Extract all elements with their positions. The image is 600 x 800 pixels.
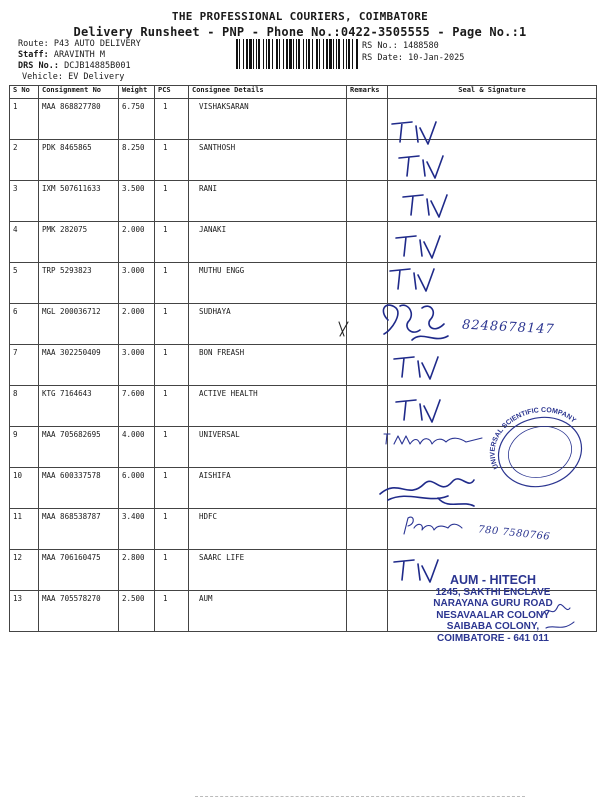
barcode-bar: [268, 39, 270, 69]
consignment-cell: MAA 600337578: [39, 468, 119, 509]
seal-signature-cell: [388, 99, 597, 140]
sno-cell: 4: [10, 222, 39, 263]
barcode-bar: [239, 39, 240, 69]
drs-line: [18, 61, 131, 71]
barcode-bar: [336, 39, 337, 69]
rs-date-value: 10-Jan-2025: [408, 53, 465, 63]
rs-date-label: RS Date:: [362, 53, 403, 63]
barcode-bar: [308, 39, 310, 69]
table-row: [10, 181, 597, 222]
sno-cell: 7: [10, 345, 39, 386]
barcode: [236, 39, 360, 69]
sno-cell: 10: [10, 468, 39, 509]
barcode-bar: [258, 39, 260, 69]
bottom-rule: [195, 796, 525, 797]
sno-cell: 12: [10, 550, 39, 591]
weight-cell: 7.600: [119, 386, 155, 427]
route-label: Route:: [18, 39, 49, 49]
sno-cell: 3: [10, 181, 39, 222]
seal-signature-cell: [388, 263, 597, 304]
consignee-cell: AUM: [189, 591, 347, 632]
company-title: THE PROFESSIONAL COURIERS, COIMBATORE: [171, 10, 429, 23]
remarks-cell: [347, 509, 388, 550]
barcode-bar: [312, 39, 313, 69]
barcode-bar: [298, 39, 300, 69]
consignment-cell: MGL 200036712: [39, 304, 119, 345]
rs-info: [362, 40, 464, 64]
staff-line: [18, 50, 105, 60]
sno-cell: 1: [10, 99, 39, 140]
vehicle-label: Vehicle:: [22, 72, 63, 82]
rs-no-line: [362, 40, 464, 52]
barcode-bar: [346, 39, 347, 69]
weight-cell: 2.000: [119, 222, 155, 263]
sno-cell: 2: [10, 140, 39, 181]
barcode-bar: [316, 39, 318, 69]
barcode-bar: [272, 39, 273, 69]
col-consignee: Consignee Details: [189, 86, 347, 99]
table-row: [10, 468, 597, 509]
remarks-cell: [347, 140, 388, 181]
barcode-bar: [253, 39, 254, 69]
barcode-bar: [266, 39, 267, 69]
remarks-cell: [347, 550, 388, 591]
vehicle-line: [22, 72, 124, 82]
aum-stamp-line-5: SAIBABA COLONY,: [446, 621, 540, 632]
barcode-bar: [323, 39, 324, 69]
barcode-bar: [286, 39, 288, 69]
table-row: [10, 345, 597, 386]
row11-handwritten-phone: 780 7580766: [477, 524, 551, 543]
remarks-cell: [347, 304, 388, 345]
weight-cell: 6.750: [119, 99, 155, 140]
table-row: [10, 99, 597, 140]
remarks-cell: [347, 99, 388, 140]
remarks-cell: [347, 222, 388, 263]
barcode-bar: [343, 39, 344, 69]
pcs-cell: 1: [155, 263, 189, 304]
barcode-bar: [256, 39, 257, 69]
consignee-cell: SANTHOSH: [189, 140, 347, 181]
seal-signature-cell: [388, 386, 597, 427]
consignment-cell: MAA 302250409: [39, 345, 119, 386]
pcs-cell: 1: [155, 509, 189, 550]
consignee-cell: SUDHAYA: [189, 304, 347, 345]
consignee-cell: SAARC LIFE: [189, 550, 347, 591]
universal-seal-text: UNIVERSAL SCIENTIFIC COMPANY: [489, 407, 577, 471]
table-row: [10, 222, 597, 263]
col-seal: Seal & Signature: [388, 86, 597, 99]
remarks-cell: [347, 427, 388, 468]
barcode-bar: [352, 39, 353, 69]
consignee-cell: VISHAKSARAN: [189, 99, 347, 140]
sno-cell: 8: [10, 386, 39, 427]
barcode-bar: [319, 39, 320, 69]
seal-signature-cell: [388, 222, 597, 263]
seal-signature-cell: [388, 181, 597, 222]
col-consignment: Consignment No: [39, 86, 119, 99]
weight-cell: 6.000: [119, 468, 155, 509]
consignment-cell: TRP 5293823: [39, 263, 119, 304]
staff-value: ARAVINTH M: [53, 50, 106, 60]
consignment-cell: KTG 7164643: [39, 386, 119, 427]
table-row: [10, 427, 597, 468]
consignment-cell: MAA 705578270: [39, 591, 119, 632]
barcode-bar: [338, 39, 340, 69]
aum-stamp-line-6: COIMBATORE - 641 011: [437, 632, 549, 644]
consignment-cell: PDK 8465865: [39, 140, 119, 181]
pcs-cell: 1: [155, 345, 189, 386]
barcode-bar: [236, 39, 238, 69]
barcode-bar: [306, 39, 307, 69]
sno-cell: 6: [10, 304, 39, 345]
consignee-cell: HDFC: [189, 509, 347, 550]
barcode-bar: [249, 39, 252, 69]
runsheet-title: Delivery Runsheet - PNP - Phone No.:0422-3505555 - Page No.:1: [73, 25, 527, 39]
consignment-cell: MAA 705682695: [39, 427, 119, 468]
consignment-cell: IXM 507611633: [39, 181, 119, 222]
consignee-cell: AISHIFA: [189, 468, 347, 509]
drs-label: DRS No.:: [18, 61, 59, 71]
consignee-cell: BON FREASH: [189, 345, 347, 386]
barcode-bar: [289, 39, 292, 69]
weight-cell: 3.400: [119, 509, 155, 550]
consignee-cell: JANAKI: [189, 222, 347, 263]
barcode-bar: [276, 39, 278, 69]
remarks-cell: [347, 181, 388, 222]
weight-cell: 2.500: [119, 591, 155, 632]
runsheet-table: [9, 85, 597, 632]
aum-stamp-line-4: NESAVAALAR COLONY: [436, 609, 550, 621]
pcs-cell: 1: [155, 591, 189, 632]
seal-signature-cell: [388, 345, 597, 386]
col-sno: S No: [10, 86, 39, 99]
staff-label: Staff:: [18, 50, 49, 60]
seal-signature-cell: [388, 140, 597, 181]
weight-cell: 3.500: [119, 181, 155, 222]
remarks-cell: [347, 263, 388, 304]
drs-value: DCJB14885B001: [64, 61, 131, 71]
barcode-bar: [296, 39, 297, 69]
pcs-cell: 1: [155, 427, 189, 468]
weight-cell: 2.800: [119, 550, 155, 591]
pcs-cell: 1: [155, 222, 189, 263]
pcs-cell: 1: [155, 468, 189, 509]
remarks-cell: [347, 591, 388, 632]
aum-hitech-stamp: [418, 575, 568, 644]
col-remarks: Remarks: [347, 86, 388, 99]
barcode-bar: [356, 39, 358, 69]
barcode-bar: [279, 39, 280, 69]
consignee-cell: UNIVERSAL: [189, 427, 347, 468]
route-value: P43 AUTO DELIVERY: [53, 39, 141, 49]
vehicle-value: EV Delivery: [68, 72, 125, 82]
seal-signature-cell: [388, 427, 597, 468]
sno-cell: 9: [10, 427, 39, 468]
col-pcs: PCS: [155, 86, 189, 99]
weight-cell: 3.000: [119, 263, 155, 304]
barcode-bar: [303, 39, 304, 69]
table-row: [10, 140, 597, 181]
barcode-bar: [293, 39, 294, 69]
pcs-cell: 1: [155, 181, 189, 222]
weight-cell: 4.000: [119, 427, 155, 468]
consignment-cell: MAA 868538787: [39, 509, 119, 550]
pcs-cell: 1: [155, 99, 189, 140]
consignment-cell: MAA 868827780: [39, 99, 119, 140]
aum-stamp-line-1: AUM - HITECH: [449, 573, 537, 587]
weight-cell: 8.250: [119, 140, 155, 181]
row6-handwritten-phone: 8248678147: [461, 317, 556, 338]
barcode-bar: [329, 39, 332, 69]
rs-no-value: 1488580: [402, 41, 439, 51]
table-row: [10, 263, 597, 304]
seal-signature-cell: [388, 468, 597, 509]
table-row: [10, 386, 597, 427]
pcs-cell: 1: [155, 386, 189, 427]
barcode-bar: [333, 39, 334, 69]
aum-stamp-line-2: 1245, SAKTHI ENCLAVE: [435, 586, 551, 598]
weight-cell: 3.000: [119, 345, 155, 386]
remarks-cell: [347, 468, 388, 509]
rs-date-line: [362, 52, 464, 64]
remarks-cell: [347, 345, 388, 386]
barcode-bar: [283, 39, 284, 69]
table-header-row: [10, 86, 597, 99]
sno-cell: 5: [10, 263, 39, 304]
barcode-bar: [243, 39, 244, 69]
remarks-cell: [347, 386, 388, 427]
weight-cell: 2.000: [119, 304, 155, 345]
pcs-cell: 1: [155, 304, 189, 345]
barcode-bar: [246, 39, 248, 69]
barcode-bar: [348, 39, 350, 69]
rs-no-label: RS No.:: [362, 41, 398, 51]
barcode-bar: [263, 39, 264, 69]
pcs-cell: 1: [155, 140, 189, 181]
sno-cell: 11: [10, 509, 39, 550]
consignment-cell: PMK 282075: [39, 222, 119, 263]
consignee-cell: MUTHU ENGG: [189, 263, 347, 304]
barcode-bar: [326, 39, 328, 69]
consignee-cell: RANI: [189, 181, 347, 222]
pcs-cell: 1: [155, 550, 189, 591]
route-line: [18, 39, 141, 49]
consignment-cell: MAA 706160475: [39, 550, 119, 591]
aum-stamp-line-3: NARAYANA GURU ROAD: [433, 598, 553, 609]
sno-cell: 13: [10, 591, 39, 632]
col-weight: Weight: [119, 86, 155, 99]
consignee-cell: ACTIVE HEALTH: [189, 386, 347, 427]
